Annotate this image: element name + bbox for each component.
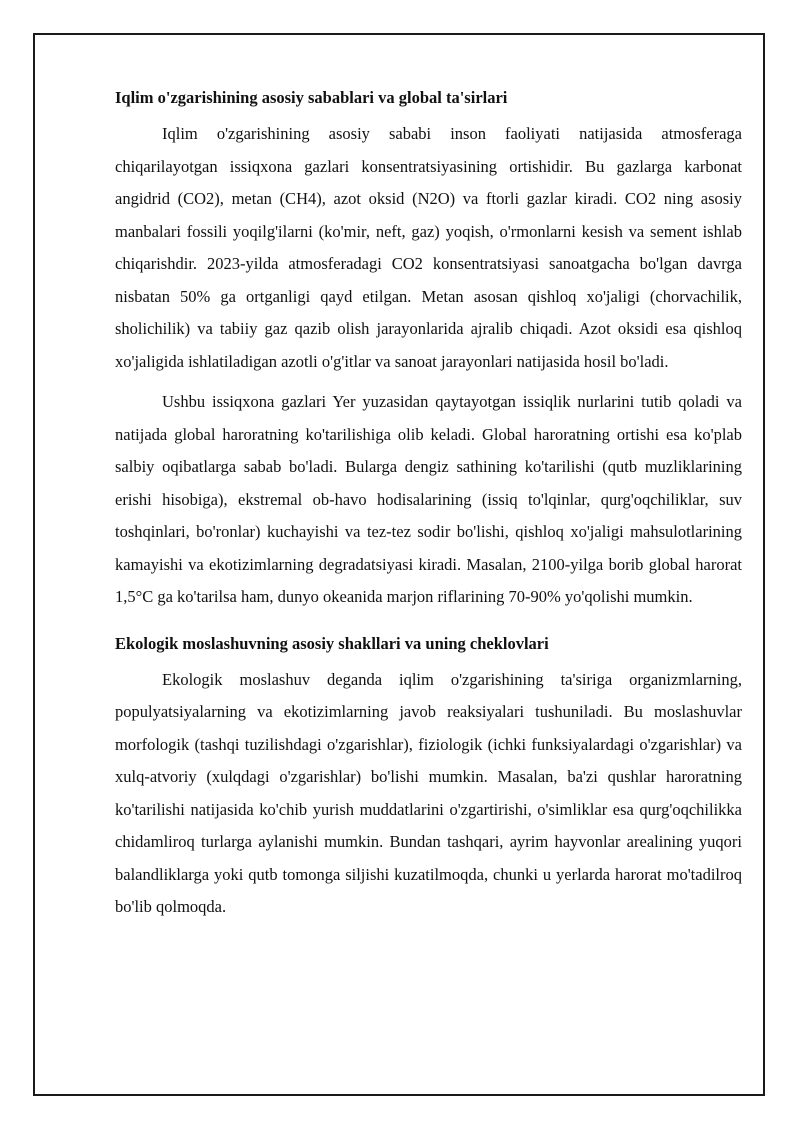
- section-heading: Ekologik moslashuvning asosiy shakllari va uning cheklovlari: [115, 633, 549, 653]
- paragraph: Ushbu issiqxona gazlari Yer yuzasidan qaytayotgan issiqlik nurlarini tutib qoladi va natijada global haroratning ko'tarilishiga olib keladi. Global haroratning ortishi esa ko'plab salbiy oqibatlarga sabab bo'ladi. Bularga dengiz sathining ko'tarilishi (qutb muzliklarining erishi hisobiga), ekstremal ob-havo hodisalarining (issiq to'lqinlar, qurg'oqchiliklar, suv toshqinlari, bo'ronlar) kuchayishi va tez-tez sodir bo'lishi, qishloq xo'jaligi mahsulotlarining kamayishi va ekotizimlarning degradatsiyasi kiradi. Masalan, 2100-yilga borib global harorat 1,5°C ga ko'tarilsa ham, dunyo okeanida marjon riflarining 70-90% yo'qolishi mumkin.: [115, 392, 742, 606]
- document-body: [115, 86, 742, 932]
- paragraph: Iqlim o'zgarishining asosiy sababi inson faoliyati natijasida atmosferaga chiqarilayotgan issiqxona gazlari konsentratsiyasining ortishidir. Bu gazlarga karbonat angidrid (CO2), metan (CH4), azot oksid (N2O) va ftorli gazlar kiradi. CO2 ning asosiy manbalari fossili yoqilg'ilarni (ko'mir, neft, gaz) yoqish, o'rmonlarni kesish va sement ishlab chiqarishdir. 2023-yilda atmosferadagi CO2 konsentratsiyasi sanoatgacha bo'lgan davrga nisbatan 50% ga ortganligi qayd etilgan. Metan asosan qishloq xo'jaligi (chorvachilik, sholichilik) va tabiiy gaz qazib olish jarayonlarida ajralib chiqadi. Azot oksidi esa qishloq xo'jaligida ishlatiladigan azotli o'g'itlar va sanoat jarayonlari natijasida hosil bo'ladi.: [115, 124, 742, 371]
- section-heading: Iqlim o'zgarishining asosiy sabablari va global ta'sirlari: [115, 88, 508, 107]
- section-ecological-adaptation: [115, 632, 742, 924]
- section-climate-causes: [115, 86, 742, 614]
- section-spacer: [115, 622, 742, 632]
- paragraph: Ekologik moslashuv deganda iqlim o'zgarishining ta'siriga organizmlarning, populyatsiyalarning va ekotizimlarning javob reaksiyalari tushuniladi. Bu moslashuvlar morfologik (tashqi tuzilishdagi o'zgarishlar), fiziologik (ichki funksiyalardagi o'zgarishlar) va xulq-atvoriy (xulqdagi o'zgarishlar) bo'lishi mumkin. Masalan, ba'zi qushlar haroratning ko'tarilishi natijasida ko'chib yurish muddatlarini o'zgartirishi, o'simliklar esa qurg'oqchilikka chidamliroq turlarga aylanishi mumkin. Bundan tashqari, ayrim hayvonlar arealining yuqori balandliklarga yoki qutb tomonga siljishi kuzatilmoqda, chunki u yerlarda harorat mo'tadilroq bo'lib qolmoqda.: [115, 669, 742, 916]
